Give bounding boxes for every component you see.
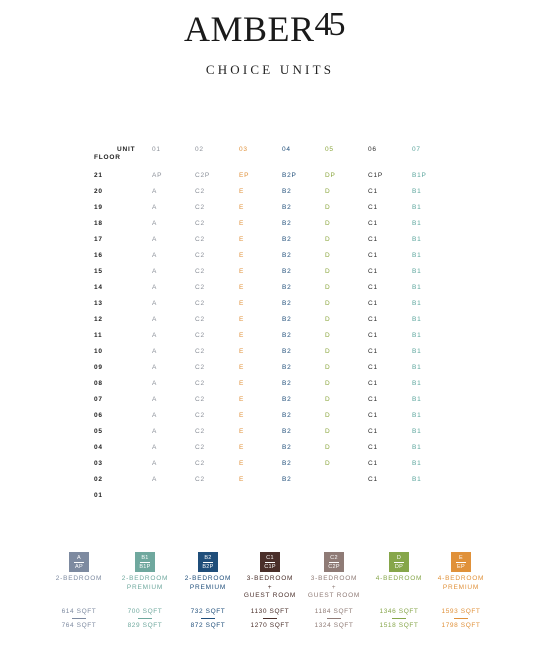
unit-type-description: PREMIUM [126,583,164,591]
unit-cell: B2 [282,412,292,419]
unit-cell: AP [152,172,163,179]
unit-cell: B2 [282,252,292,259]
unit-cell: E [239,396,245,403]
unit-cell: B2 [282,396,292,403]
sqft-standard: 1346 SQFT [379,608,419,615]
floor-number: 17 [94,236,103,243]
unit-type-swatch [324,552,344,572]
unit-cell: C2 [195,476,205,483]
unit-cell: E [239,348,245,355]
unit-cell: B1 [412,380,422,387]
unit-cell: B2 [282,236,292,243]
unit-cell: B1 [412,300,422,307]
sqft-premium: 1518 SQFT [379,622,419,629]
swatch-code-top: E [459,555,463,561]
unit-cell: B1 [412,396,422,403]
legend-item [115,552,175,632]
floor-number: 08 [94,380,103,387]
unit-cell: D [325,316,331,323]
unit-cell: D [325,332,331,339]
unit-cell: C1 [368,284,378,291]
unit-cell: A [152,220,158,227]
swatch-code-top: C2 [330,555,338,561]
unit-cell: C2 [195,316,205,323]
unit-cell: E [239,476,245,483]
unit-type-swatch [69,552,89,572]
unit-cell: C2 [195,268,205,275]
floor-number: 01 [94,492,103,499]
floor-number: 10 [94,348,103,355]
floor-number: 07 [94,396,103,403]
unit-column-header: 04 [282,146,291,153]
unit-cell: C1 [368,300,378,307]
unit-cell: A [152,444,158,451]
swatch-code-bottom: B1P [139,564,151,570]
unit-header-label: UNIT [117,146,136,153]
logo-text: AMBER [184,9,315,49]
unit-cell: A [152,300,158,307]
unit-cell: E [239,412,245,419]
unit-cell: B2 [282,188,292,195]
unit-cell: C1 [368,220,378,227]
unit-type-description: 2-BEDROOM [121,575,169,582]
unit-cell: B2 [282,428,292,435]
unit-cell: E [239,460,245,467]
unit-cell: C1 [368,396,378,403]
unit-cell: A [152,476,158,483]
unit-cell: C2 [195,444,205,451]
unit-cell: C2 [195,364,205,371]
legend-item [431,552,491,632]
floor-number: 21 [94,172,103,179]
unit-cell: E [239,428,245,435]
sqft-divider [138,618,152,619]
unit-column-header: 06 [368,146,377,153]
unit-cell: A [152,364,158,371]
swatch-code-bottom: EP [457,564,465,570]
unit-cell: E [239,316,245,323]
unit-type-description: 2-BEDROOM [184,575,232,582]
sqft-divider [263,618,277,619]
unit-cell: E [239,284,245,291]
swatch-code-bottom: AP [75,564,83,570]
unit-cell: B1 [412,284,422,291]
unit-cell: C1 [368,332,378,339]
unit-cell: C2 [195,220,205,227]
swatch-code-top: D [396,555,402,561]
unit-cell: B1 [412,332,422,339]
unit-cell: B1 [412,268,422,275]
unit-cell: B2 [282,284,292,291]
unit-cell: B1 [412,236,422,243]
unit-cell: B1 [412,364,422,371]
unit-cell: D [325,380,331,387]
unit-cell: D [325,188,331,195]
unit-cell: D [325,412,331,419]
floor-header-label: FLOOR [94,154,121,161]
unit-cell: B1 [412,252,422,259]
unit-cell: B1 [412,460,422,467]
unit-cell: D [325,348,331,355]
unit-type-description: PREMIUM [189,583,227,591]
unit-cell: C2 [195,236,205,243]
unit-cell: A [152,316,158,323]
unit-cell: A [152,380,158,387]
unit-cell: C1 [368,460,378,467]
sqft-standard: 614 SQFT [61,608,97,615]
unit-cell: B2 [282,348,292,355]
unit-type-description: + [331,583,337,591]
unit-cell: A [152,412,158,419]
unit-cell: C2 [195,204,205,211]
unit-cell: B2 [282,332,292,339]
unit-cell: B2 [282,268,292,275]
unit-cell: C2 [195,252,205,259]
unit-type-description: 3-BEDROOM [246,575,294,582]
unit-type-description: GUEST ROOM [307,592,361,599]
legend-item [369,552,429,632]
unit-cell: A [152,428,158,435]
unit-cell: C1 [368,252,378,259]
unit-cell: C1 [368,236,378,243]
unit-cell: D [325,300,331,307]
unit-cell: B1 [412,476,422,483]
swatch-code-bottom: DP [394,564,404,570]
unit-cell: C1 [368,428,378,435]
unit-type-description: 3-BEDROOM [310,575,358,582]
unit-cell: E [239,204,245,211]
sqft-premium: 1270 SQFT [250,622,290,629]
unit-type-description: PREMIUM [442,583,480,591]
unit-cell: C1 [368,476,378,483]
unit-type-swatch [135,552,155,572]
sqft-divider [201,618,215,619]
unit-cell: C2P [195,172,211,179]
unit-cell: C2 [195,300,205,307]
sqft-premium: 872 SQFT [190,622,226,629]
sqft-divider [392,618,406,619]
unit-cell: D [325,236,331,243]
unit-type-description: 4-BEDROOM [437,575,485,582]
unit-type-description: + [267,583,273,591]
unit-column-header: 05 [325,146,334,153]
floor-number: 20 [94,188,103,195]
floor-number: 02 [94,476,103,483]
floor-number: 16 [94,252,103,259]
unit-cell: C1P [368,172,384,179]
sqft-divider [454,618,468,619]
swatch-code-bottom: C1P [264,564,276,570]
unit-type-description: 2-BEDROOM [55,575,103,582]
sqft-premium: 1324 SQFT [314,622,354,629]
unit-cell: A [152,268,158,275]
unit-cell: A [152,348,158,355]
unit-type-swatch [389,552,409,572]
unit-cell: B2 [282,300,292,307]
unit-cell: C1 [368,316,378,323]
unit-column-header: 01 [152,146,161,153]
unit-cell: A [152,396,158,403]
floor-number: 11 [94,332,103,339]
floor-number: 15 [94,268,103,275]
unit-cell: D [325,460,331,467]
unit-cell: B1 [412,412,422,419]
unit-cell: D [325,284,331,291]
unit-cell: D [325,444,331,451]
unit-type-description: GUEST ROOM [243,592,297,599]
sqft-standard: 1593 SQFT [441,608,481,615]
unit-cell: E [239,444,245,451]
amber45-logo [184,8,362,50]
unit-column-header: 02 [195,146,204,153]
unit-cell: C2 [195,348,205,355]
unit-column-header: 03 [239,146,248,153]
logo-number: 45 [314,6,343,43]
unit-cell: B2P [282,172,297,179]
sqft-standard: 732 SQFT [190,608,226,615]
floor-number: 04 [94,444,103,451]
unit-cell: C2 [195,332,205,339]
unit-cell: B1P [412,172,427,179]
unit-cell: B2 [282,444,292,451]
unit-cell: C1 [368,380,378,387]
unit-cell: B1 [412,204,422,211]
unit-cell: DP [325,172,336,179]
swatch-code-bottom: B2P [202,564,214,570]
unit-cell: A [152,284,158,291]
legend-item [178,552,238,632]
unit-type-swatch [451,552,471,572]
unit-cell: B2 [282,380,292,387]
unit-cell: C2 [195,284,205,291]
unit-cell: A [152,460,158,467]
swatch-code-top: B1 [141,555,149,561]
legend-item [304,552,364,632]
unit-cell: C1 [368,204,378,211]
unit-cell: D [325,396,331,403]
unit-cell: C1 [368,444,378,451]
unit-cell: B2 [282,316,292,323]
floor-number: 18 [94,220,103,227]
unit-cell: C2 [195,428,205,435]
unit-cell: D [325,220,331,227]
swatch-code-top: C1 [266,555,274,561]
unit-cell: C1 [368,412,378,419]
unit-cell: B1 [412,220,422,227]
unit-cell: B1 [412,444,422,451]
sqft-standard: 1130 SQFT [250,608,290,615]
sqft-premium: 764 SQFT [61,622,97,629]
unit-type-description: 4-BEDROOM [375,575,423,582]
unit-cell: C1 [368,188,378,195]
legend-item [240,552,300,632]
unit-cell: C1 [368,364,378,371]
floor-number: 19 [94,204,103,211]
legend-item [49,552,109,632]
sqft-standard: 700 SQFT [127,608,163,615]
unit-cell: B2 [282,460,292,467]
unit-cell: E [239,236,245,243]
sqft-premium: 1798 SQFT [441,622,481,629]
sqft-divider [327,618,341,619]
floor-number: 09 [94,364,103,371]
unit-cell: B2 [282,220,292,227]
unit-cell: E [239,220,245,227]
unit-column-header: 07 [412,146,421,153]
unit-cell: A [152,252,158,259]
page-title: CHOICE UNITS [205,62,335,77]
unit-cell: C2 [195,188,205,195]
unit-cell: E [239,300,245,307]
unit-cell: B1 [412,316,422,323]
floor-number: 13 [94,300,103,307]
floor-number: 06 [94,412,103,419]
floor-number: 03 [94,460,103,467]
unit-cell: B2 [282,204,292,211]
unit-cell: C2 [195,460,205,467]
unit-cell: B1 [412,348,422,355]
unit-cell: E [239,380,245,387]
unit-cell: B2 [282,476,292,483]
floor-number: 14 [94,284,103,291]
unit-cell: D [325,268,331,275]
unit-cell: C2 [195,380,205,387]
unit-cell: C1 [368,348,378,355]
unit-cell: EP [239,172,250,179]
floor-number: 12 [94,316,103,323]
swatch-code-top: B2 [204,555,212,561]
unit-cell: E [239,252,245,259]
unit-cell: A [152,188,158,195]
unit-cell: E [239,188,245,195]
unit-cell: D [325,428,331,435]
unit-cell: B1 [412,188,422,195]
unit-cell: D [325,252,331,259]
unit-cell: A [152,332,158,339]
unit-cell: C2 [195,412,205,419]
unit-cell: B1 [412,428,422,435]
unit-cell: C1 [368,268,378,275]
unit-cell: A [152,204,158,211]
unit-cell: D [325,364,331,371]
unit-cell: E [239,364,245,371]
unit-cell: C2 [195,396,205,403]
unit-type-swatch [198,552,218,572]
floor-number: 05 [94,428,103,435]
unit-cell: A [152,236,158,243]
unit-cell: E [239,332,245,339]
swatch-code-top: A [77,555,81,561]
sqft-premium: 829 SQFT [127,622,163,629]
unit-type-swatch [260,552,280,572]
unit-cell: D [325,204,331,211]
unit-cell: B2 [282,364,292,371]
sqft-divider [72,618,86,619]
sqft-standard: 1184 SQFT [314,608,354,615]
swatch-code-bottom: C2P [328,564,340,570]
unit-cell: E [239,268,245,275]
